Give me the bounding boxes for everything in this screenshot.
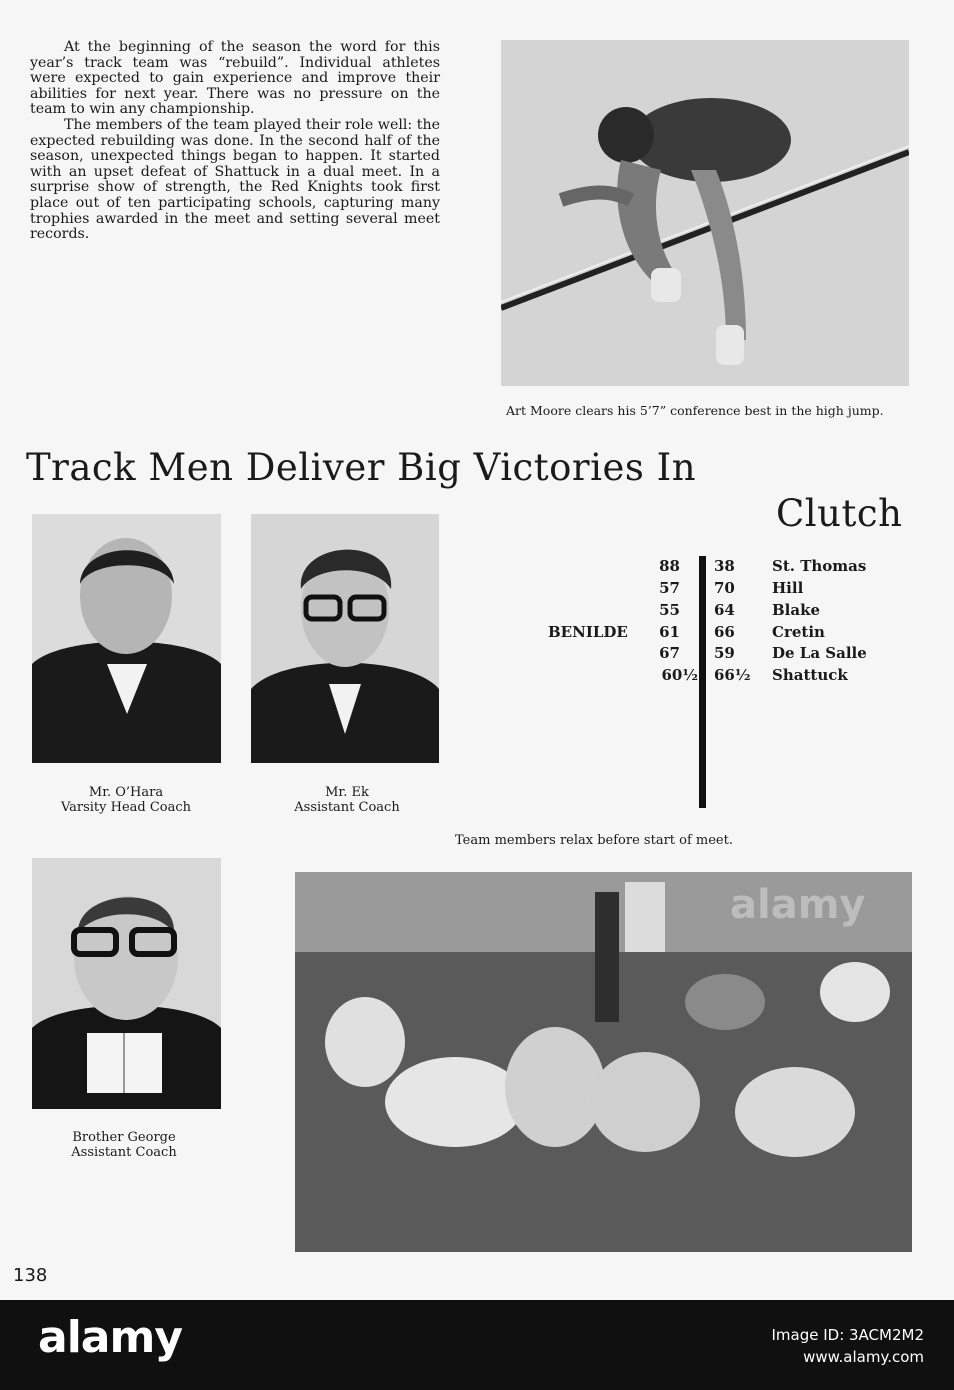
high-jump-illustration <box>501 40 909 386</box>
benilde-score: 88 <box>659 557 680 575</box>
stock-footer <box>0 1300 954 1390</box>
coach-name: Mr. O’Hara <box>88 785 164 800</box>
coach-name: Mr. Ek <box>325 785 369 800</box>
intro-paragraph-1: At the beginning of the season the word for this year’s track team was “rebuild”. Individual athletes were expected to gain experience and improve their abilities for next year. There was no pressure on the team to win any championship. <box>30 39 440 118</box>
opponent-score: 70 <box>714 579 735 597</box>
benilde-score: 67 <box>659 644 680 662</box>
high-jump-photo <box>501 40 909 386</box>
opponent-name: St. Thomas <box>772 557 867 575</box>
coach-photo-ek <box>251 514 439 763</box>
coach-photo-george <box>32 858 221 1109</box>
image-id: Image ID: 3ACM2M2 <box>771 1326 924 1344</box>
opponent-score: 38 <box>714 557 735 575</box>
team-photo-caption: Team members relax before start of meet. <box>455 833 733 848</box>
coach-caption-ek <box>247 785 447 815</box>
portrait-ohara <box>32 514 221 763</box>
coach-name: Brother George <box>72 1130 176 1145</box>
alamy-logo: alamy <box>38 1312 182 1363</box>
opponent-score: 66 <box>714 623 735 641</box>
coach-role: Varsity Head Coach <box>60 800 192 815</box>
benilde-score: 57 <box>659 579 680 597</box>
benilde-score: 60½ <box>661 666 698 684</box>
opponent-name: Shattuck <box>772 666 848 684</box>
scoreboard-team-label: BENILDE <box>548 623 628 641</box>
opponent-name: Blake <box>772 601 821 619</box>
coach-caption-george <box>24 1130 224 1160</box>
coach-role: Assistant Coach <box>71 1145 177 1160</box>
site-url: www.alamy.com <box>803 1348 924 1366</box>
team-photo <box>295 872 912 1252</box>
opponent-name: Cretin <box>772 623 825 641</box>
coach-role: Assistant Coach <box>294 800 400 815</box>
headline-line-2: Clutch <box>776 492 903 535</box>
opponent-score: 66½ <box>714 666 751 684</box>
headline-line-1: Track Men Deliver Big Victories In <box>26 446 697 489</box>
coach-caption-ohara <box>26 785 226 815</box>
opponent-name: De La Salle <box>772 644 867 662</box>
portrait-george <box>32 858 221 1109</box>
page-number: 138 <box>13 1265 48 1286</box>
portrait-ek <box>251 514 439 763</box>
opponent-name: Hill <box>772 579 804 597</box>
intro-text <box>30 40 440 243</box>
opponent-score: 64 <box>714 601 735 619</box>
scoreboard-divider <box>699 556 706 808</box>
high-jump-caption: Art Moore clears his 5’7” conference best in the high jump. <box>506 403 884 418</box>
benilde-score: 61 <box>659 623 680 641</box>
opponent-score: 59 <box>714 644 735 662</box>
footer-info <box>771 1324 924 1368</box>
intro-paragraph-2: The members of the team played their role well: the expected rebuilding was done. In the second half of the season, unexpected things began to happen. It started with an upset defeat of Shattuck in a dual meet. In a surprise show of strength, the Red Knights took first place out of ten participating schools, capturing many trophies awarded in the meet and setting several meet records. <box>30 116 440 243</box>
watermark: alamy <box>730 882 866 928</box>
coach-photo-ohara <box>32 514 221 763</box>
benilde-score: 55 <box>659 601 680 619</box>
team-photo-illustration <box>295 872 912 1252</box>
